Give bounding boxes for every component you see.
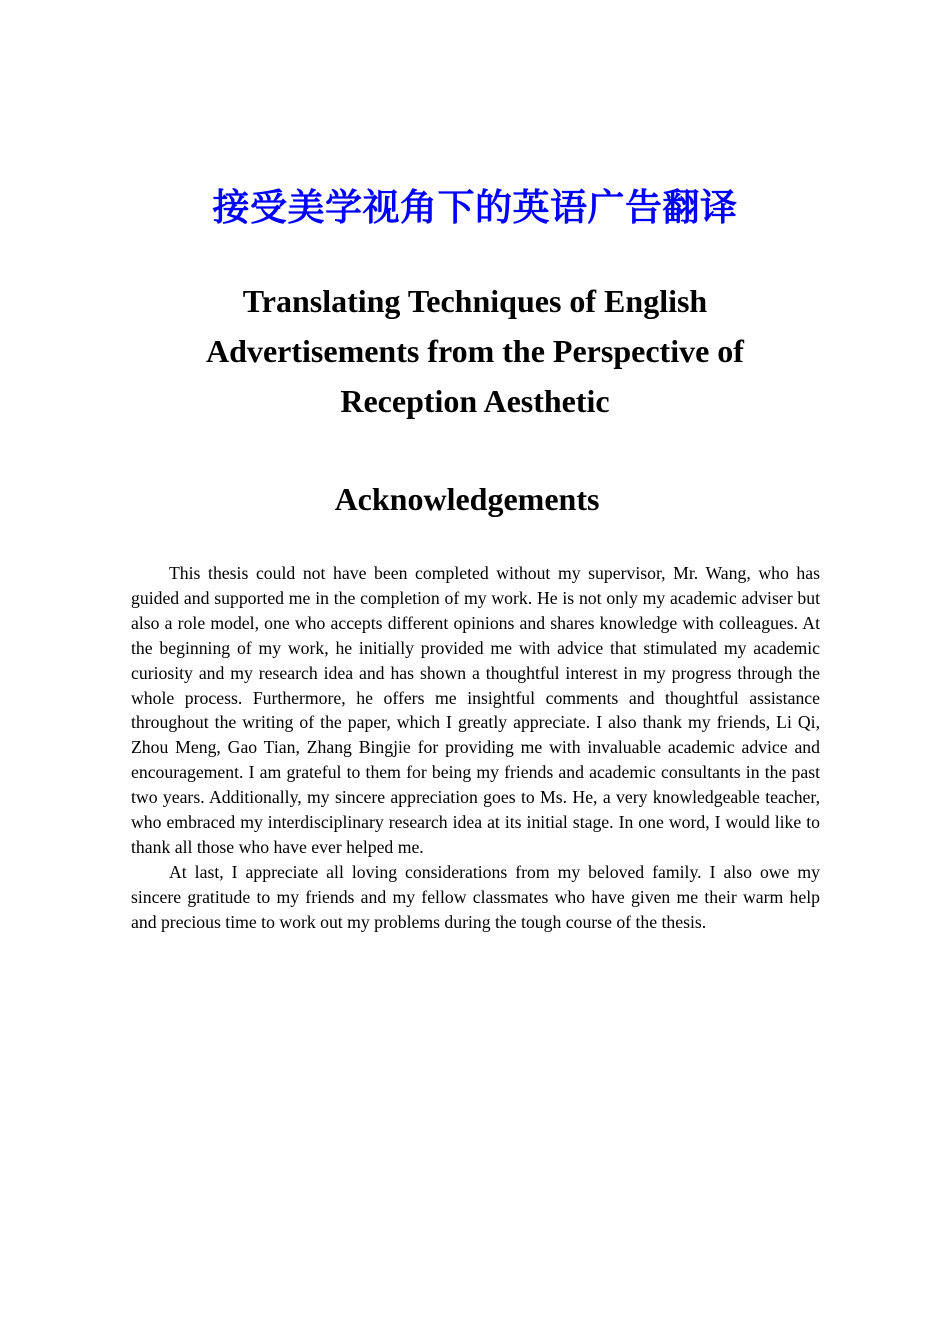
chinese-title: 接受美学视角下的英语广告翻译 <box>212 186 738 229</box>
acknowledgements-heading: Acknowledgements <box>334 481 600 517</box>
english-title-line-1: Translating Techniques of English <box>242 283 708 319</box>
acknowledgements-body <box>131 561 820 935</box>
english-title-line-2: Advertisements from the Perspective of <box>206 333 744 369</box>
paragraph-2: At last, I appreciate all loving considerations from my beloved family. I also owe my sincere gratitude to my friends and my fellow classmates who have given me their warm help and precious time to work out my problems during the tough course of the thesis. <box>131 861 820 932</box>
english-title <box>150 276 800 426</box>
english-title-line-3: Reception Aesthetic <box>340 383 610 419</box>
paragraph-1: This thesis could not have been completed without my supervisor, Mr. Wang, who has guided and supported me in the completion of my work. He is not only my academic adviser but also a role model, one who accepts different opinions and shares knowledge with colleagues. At the beginning of my work, he initially provided me with advice that stimulated my academic curiosity and my research idea and has shown a thoughtful interest in my progress through the whole process. Furthermore, he offers me insightful comments and thoughtful assistance throughout the writing of the paper, which I greatly appreciate. I also thank my friends, Li Qi, Zhou Meng, Gao Tian, Zhang Bingjie for providing me with invaluable academic advice and encouragement. I am grateful to them for being my friends and academic consultants in the past two years. Additionally, my sincere appreciation goes to Ms. He, a very knowledgeable teacher, who embraced my interdisciplinary research idea at its initial stage. In one word, I would like to thank all those who have ever helped me. <box>131 563 820 857</box>
